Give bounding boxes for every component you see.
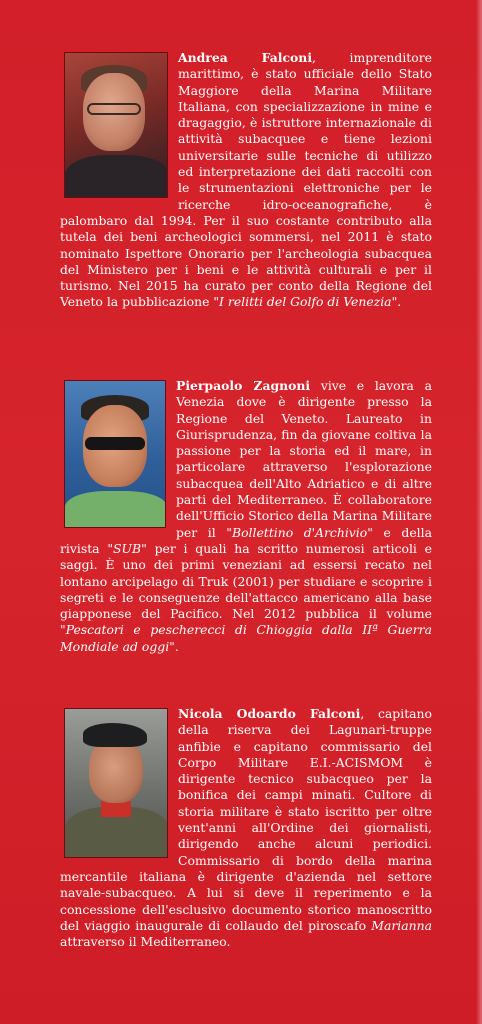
bio-name: Nicola Odoardo Falconi xyxy=(178,706,361,721)
portrait-pierpaolo-zagnoni xyxy=(64,380,166,528)
page-edge-highlight xyxy=(476,0,482,1024)
bio-text: Nicola Odoardo Falconi, capitano della riserva dei Lagunari-truppe anfibie e capitano commissario del Corpo Militare E.I.-ACISMOM è dirigente tecnico subacqueo per la bonifica dei campi minati. Cultore di storia militare è stato iscritto per oltre vent'anni all'Ordine dei giornalisti, dirigendo anche alcuni periodici. Commissario di bordo della marina mercantile italiana è dirigente d'azienda nel settore navale-subacqueo. A lui si deve il reperimento e la concessione dell'esclusivo documento storico manoscritto del viaggio inaugurale di collaudo del piroscafo Marianna attraverso il Mediterraneo. xyxy=(60,706,432,950)
bio-name: Andrea Falconi xyxy=(178,50,313,65)
portrait-nicola-odoardo-falconi xyxy=(64,708,168,858)
bio-andrea-falconi xyxy=(60,50,432,311)
bio-pierpaolo-zagnoni xyxy=(60,378,432,655)
bio-text: Pierpaolo Zagnoni vive e lavora a Venezia dove è dirigente presso la Regione del Veneto. Laureato in Giurisprudenza, fin da giovane coltiva la passione per la storia ed il mare, in particolare attraverso l'esplorazione subacquea dell'Alto Adriatico e di altre parti del Mediterraneo. È collaboratore dell'Ufficio Storico della Marina Militare per il "Bollettino d'Archivio" e della rivista "SUB" per i quali ha scritto numerosi articoli e saggi. È uno dei primi veneziani ad essersi recato nel lontano arcipelago di Truk (2001) per studiare e scoprire i segreti e le conseguenze dell'attacco americano alla base giapponese del Pacifico. Nel 2012 pubblica il volume "Pescatori e pescherecci di Chioggia dalla IIª Guerra Mondiale ad oggi". xyxy=(60,378,433,654)
bio-name: Pierpaolo Zagnoni xyxy=(176,378,311,393)
bio-nicola-odoardo-falconi xyxy=(60,706,432,950)
bio-text: Andrea Falconi, imprenditore marittimo, è stato ufficiale dello Stato Maggiore della Marina Militare Italiana, con specializzazione in mine e dragaggio, è istruttore internazionale di attività subacquee e tiene lezioni universitarie sulle tecniche di utilizzo ed interpretazione dei dati raccolti con le strumentazioni elettroniche per le ricerche idro-oceanografiche, è palombaro dal 1994. Per il suo costante contributo alla tutela dei beni archeologici sommersi, nel 2011 è stato nominato Ispettore Onorario per l'archeologia subacquea del Ministero per i beni e le attività culturali e per il turismo. Nel 2015 ha curato per conto della Regione del Veneto la pubblicazione "I relitti del Golfo di Venezia". xyxy=(60,50,432,310)
portrait-andrea-falconi xyxy=(64,52,168,198)
